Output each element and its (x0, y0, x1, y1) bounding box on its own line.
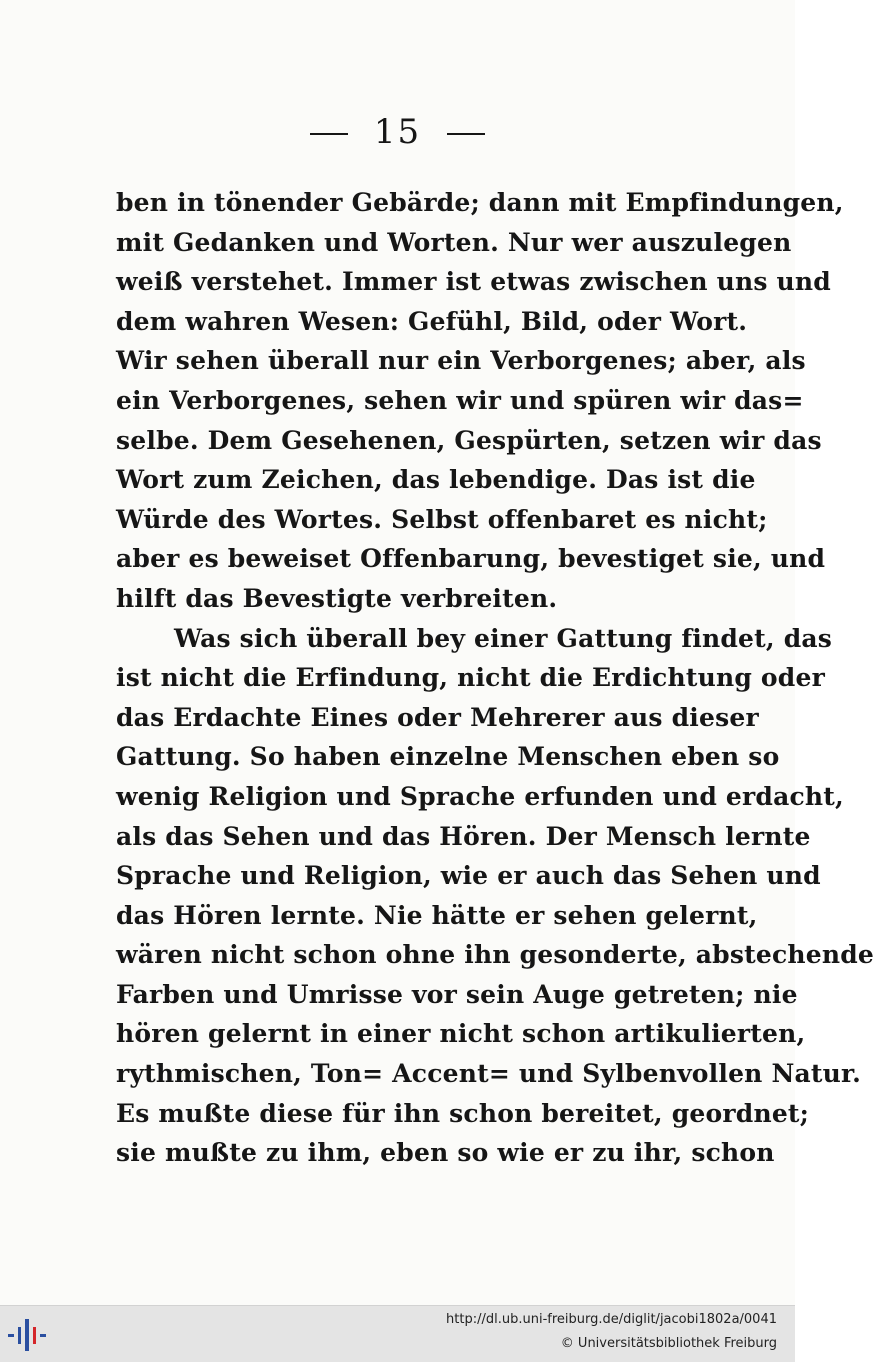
text-line: als das Sehen und das Hören. Der Mensch lernte (116, 821, 811, 851)
text-line: das Hören lernte. Nie hätte er sehen gelernt, (116, 900, 758, 930)
text-line: hilft das Bevestigte verbreiten. (116, 583, 558, 613)
library-logo-icon (8, 1317, 52, 1353)
text-line: Wir sehen überall nur ein Verborgenes; aber, als (116, 346, 806, 376)
text-line: selbe. Dem Gesehenen, Gespürten, setzen wir das (116, 425, 822, 455)
viewer-footer (0, 1305, 795, 1362)
copyright-notice: © Universitätsbibliothek Freiburg (560, 1336, 777, 1351)
text-line: Gattung. So haben einzelne Menschen eben so (116, 742, 780, 772)
text-line: Wort zum Zeichen, das lebendige. Das ist die (116, 465, 756, 495)
paragraph-start-line: Was sich überall bey einer Gattung findet, das (174, 623, 833, 653)
text-line: rythmischen, Ton= Accent= und Sylbenvollen Natur. (116, 1059, 862, 1089)
text-line: ben in tönender Gebärde; dann mit Empfindungen, (116, 188, 844, 217)
text-line: ist nicht die Erfindung, nicht die Erdichtung oder (116, 663, 825, 693)
text-line: ein Verborgenes, sehen wir und spüren wir das= (116, 385, 804, 415)
text-line: wenig Religion und Sprache erfunden und erdacht, (116, 781, 844, 811)
text-line: Farben und Umrisse vor sein Auge getreten; nie (116, 979, 798, 1009)
left-dash (310, 133, 348, 135)
text-line: dem wahren Wesen: Gefühl, Bild, oder Wort. (116, 306, 748, 336)
body-text (116, 183, 874, 1173)
text-line: Sprache und Religion, wie er auch das Sehen und (116, 861, 821, 891)
permalink-url[interactable]: http://dl.ub.uni-freiburg.de/diglit/jacobi1802a/0041 (446, 1312, 777, 1327)
text-line: das Erdachte Eines oder Mehrerer aus dieser (116, 702, 759, 732)
text-line: mit Gedanken und Worten. Nur wer auszulegen (116, 227, 792, 257)
text-line: Würde des Wortes. Selbst offenbaret es nicht; (116, 504, 768, 534)
text-line: Es mußte diese für ihn schon bereitet, geordnet; (116, 1098, 810, 1128)
right-dash (447, 133, 485, 135)
running-head (0, 112, 795, 152)
text-line: aber es beweiset Offenbarung, bevestiget sie, und (116, 544, 826, 574)
text-line: hören gelernt in einer nicht schon artikulierten, (116, 1019, 806, 1049)
text-line: sie mußte zu ihm, eben so wie er zu ihr, schon (116, 1138, 775, 1168)
page-number: 15 (373, 112, 422, 152)
text-line: weiß verstehet. Immer ist etwas zwischen uns und (116, 267, 831, 297)
text-line: wären nicht schon ohne ihn gesonderte, abstechende (116, 940, 874, 970)
